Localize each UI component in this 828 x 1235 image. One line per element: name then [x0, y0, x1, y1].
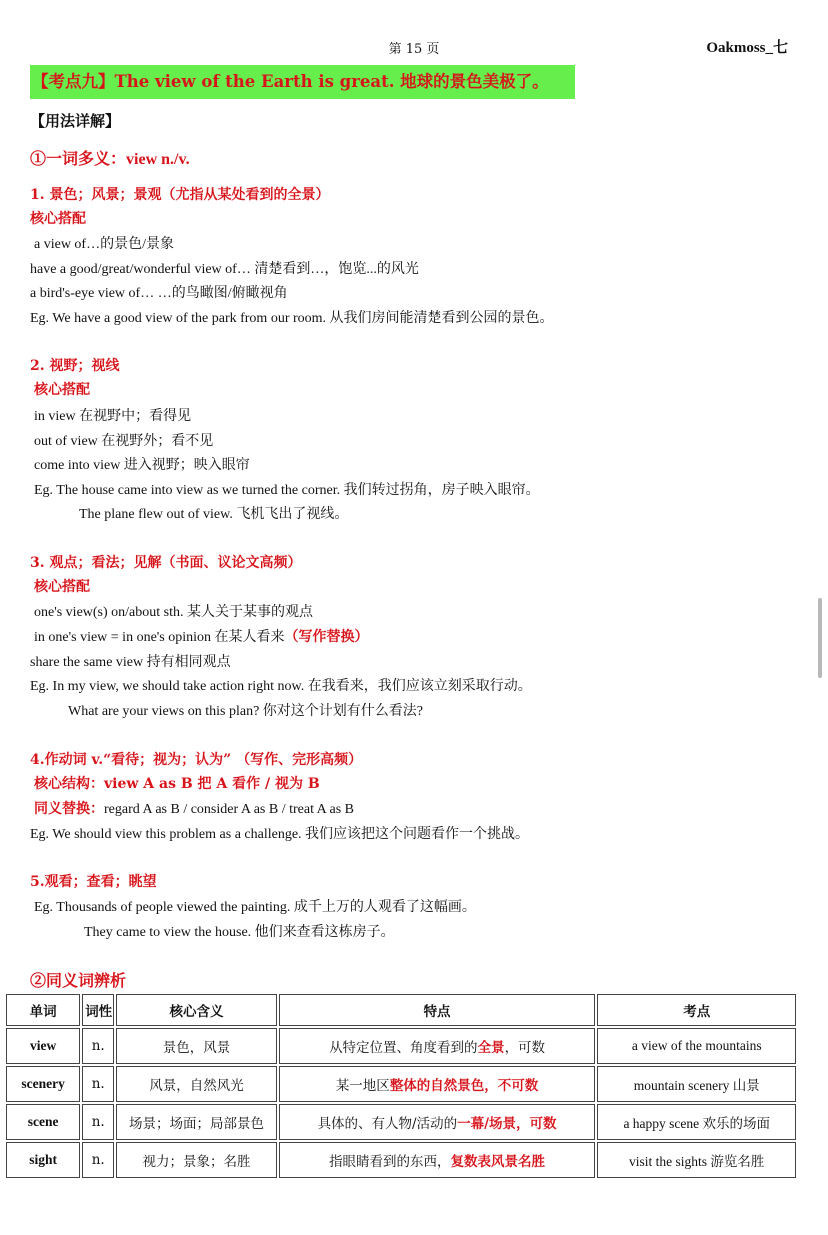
sense5-example: They came to view the house. 他们来查看这栋房子。	[84, 925, 395, 940]
feature-cell	[279, 1142, 596, 1178]
pos-cell: n.	[82, 1028, 114, 1064]
word-cell: sight	[6, 1142, 80, 1178]
key-point-banner	[30, 65, 575, 99]
sense2-line: out of view 在视野外；看不见	[34, 434, 214, 449]
sense5-heading: 5.观看；查看；眺望	[30, 874, 157, 890]
sense3-line	[34, 626, 369, 646]
synonym-comparison-table	[4, 992, 798, 1180]
pos-cell: n.	[82, 1142, 114, 1178]
pos-cell: n.	[82, 1066, 114, 1102]
scrollbar-thumb[interactable]	[818, 598, 822, 678]
column-header: 单词	[6, 994, 80, 1026]
sense2-example: The plane flew out of view. 飞机飞出了视线。	[79, 507, 349, 522]
sense3-line: one's view(s) on/about sth. 某人关于某事的观点	[34, 605, 314, 620]
usage-title: 【用法详解】	[30, 112, 121, 130]
word-cell: scenery	[6, 1066, 80, 1102]
sense4-heading: 4.作动词 v.“看待；视为；认为” （写作、完形高频）	[30, 752, 363, 768]
feature-text: 从特定位置、角度看到的	[329, 1040, 478, 1056]
pos-cell: n.	[82, 1104, 114, 1140]
table-row	[6, 1104, 796, 1140]
sense2-line: in view 在视野中；看得见	[34, 409, 192, 424]
polysemy-title-prefix: ①一词多义：	[30, 149, 127, 168]
exam-cell: visit the sights 游览名胜	[597, 1142, 796, 1178]
page-number: 第 15 页	[388, 42, 440, 57]
sense2-heading: 2. 视野；视线	[30, 358, 120, 374]
exam-cell: mountain scenery 山景	[597, 1066, 796, 1102]
meaning-cell: 风景，自然风光	[116, 1066, 276, 1102]
sense3-example: What are your views on this plan? 你对这个计划有什么看法?	[68, 704, 423, 719]
sense4-example: Eg. We should view this problem as a challenge. 我们应该把这个问题看作一个挑战。	[30, 827, 530, 842]
sense1-collocation-label: 核心搭配	[30, 211, 86, 227]
sense2-line: come into view 进入视野；映入眼帘	[34, 458, 250, 473]
table-row	[6, 1066, 796, 1102]
sense2-example: Eg. The house came into view as we turned the corner. 我们转过拐角，房子映入眼帘。	[34, 483, 540, 498]
column-header: 考点	[597, 994, 796, 1026]
meaning-cell: 场景；场面；局部景色	[116, 1104, 276, 1140]
feature-highlight: 复数表风景名胜	[450, 1154, 546, 1170]
feature-highlight: 整体的自然景色，不可数	[389, 1078, 539, 1094]
sense3-heading: 3. 观点；看法；见解（书面、议论文高频）	[30, 555, 302, 571]
polysemy-title	[30, 146, 190, 169]
exam-cell: a happy scene 欢乐的场面	[597, 1104, 796, 1140]
meaning-cell: 视力；景象；名胜	[116, 1142, 276, 1178]
polysemy-title-word: view n./v.	[126, 151, 190, 168]
feature-cell	[279, 1066, 596, 1102]
synonym-label: 同义替换：	[34, 802, 104, 817]
meaning-cell: 景色，风景	[116, 1028, 276, 1064]
word-cell: view	[6, 1028, 80, 1064]
sense2-collocation-label: 核心搭配	[34, 382, 90, 398]
sense1-example: Eg. We have a good view of the park from our room. 从我们房间能清楚看到公园的景色。	[30, 311, 554, 326]
writing-note: （写作替换）	[284, 630, 369, 645]
sense1-line: a bird's-eye view of… …的鸟瞰图/俯瞰视角	[30, 286, 288, 301]
sense4-synonyms	[34, 798, 354, 818]
column-header: 词性	[82, 994, 114, 1026]
feature-text: 指眼睛看到的东西，	[329, 1154, 451, 1170]
feature-highlight: 全景	[477, 1040, 505, 1056]
sense3-line: share the same view 持有相同观点	[30, 655, 231, 670]
sense3-collocation-label: 核心搭配	[34, 579, 90, 595]
synonym-text: regard A as B / consider A as B / treat A as B	[104, 802, 355, 817]
feature-cell	[279, 1104, 596, 1140]
author-brand: Oakmoss_七	[706, 40, 788, 56]
sense3-line-text: in one's view = in one's opinion 在某人看来	[34, 630, 285, 645]
sense1-heading: 1. 景色；风景；景观（尤指从某处看到的全景）	[30, 187, 330, 203]
feature-text: 某一地区	[335, 1078, 390, 1094]
sense3-example: Eg. In my view, we should take action right now. 在我看来，我们应该立刻采取行动。	[30, 679, 532, 694]
column-header: 特点	[279, 994, 596, 1026]
word-cell: scene	[6, 1104, 80, 1140]
sense5-example: Eg. Thousands of people viewed the painting. 成千上万的人观看了这幅画。	[34, 900, 476, 915]
sense1-line: have a good/great/wonderful view of… 清楚看到…，饱览...的风光	[30, 262, 419, 277]
table-row	[6, 1028, 796, 1064]
synonym-section-title: ②同义词辨析	[30, 971, 127, 990]
feature-cell	[279, 1028, 596, 1064]
table-row	[6, 1142, 796, 1178]
exam-cell: a view of the mountains	[597, 1028, 796, 1064]
feature-text: 具体的、有人物/活动的	[317, 1116, 458, 1132]
column-header: 核心含义	[116, 994, 276, 1026]
feature-highlight: 一幕/场景，可数	[457, 1116, 557, 1132]
table-header-row	[6, 994, 796, 1026]
sense1-line: a view of…的景色/景象	[34, 237, 174, 252]
feature-text: ，可数	[504, 1040, 546, 1056]
sense4-structure: 核心结构：view A as B 把 A 看作 / 视为 B	[34, 776, 320, 792]
banner-text: 【考点九】The view of the Earth is great. 地球的景色美极了。	[32, 72, 549, 91]
